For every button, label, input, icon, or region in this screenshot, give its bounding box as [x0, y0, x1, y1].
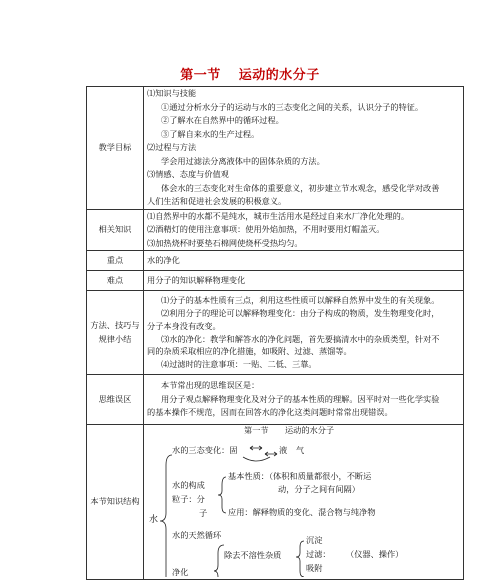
structure-three-states: 水的三态变化：固 — [172, 445, 238, 455]
label-related-knowledge: 相关知识 — [87, 209, 144, 251]
structure-composition-particle: 粒子：分 — [172, 494, 205, 504]
goal-line: ⑴知识与技能 — [147, 88, 197, 98]
method-line: ⑴分子的基本性质有三点，利用这些性质可以解释自然界中发生的有关现象。 — [161, 295, 440, 306]
page-title — [0, 64, 500, 83]
method-line: 分子本身没有改变。 — [147, 320, 221, 331]
method-line: ⑵利用分子的理论可以解释物理变化：由分子构成的物质，发生物理变化时， — [161, 307, 440, 318]
goal-line: 人们生活和促进社会发展的积极意义。 — [147, 196, 287, 206]
misconception-line: 用分子观点解释物理变化及对分子的基本性质的理解。因平时对一些化学实验 — [161, 393, 440, 404]
key-point-content: 水的净化 — [144, 251, 464, 271]
structure-remove-insoluble: 除去不溶性杂质 — [224, 550, 282, 560]
method-line: ⑷过滤时的注意事项：一贴、二低、三靠。 — [161, 359, 317, 370]
structure-gas: 气 — [296, 445, 305, 455]
label-knowledge-structure: 本节知识结构 — [87, 425, 144, 580]
structure-liquid: 液 — [279, 445, 288, 455]
related-line: ⑶加热烧杯时要垫石棉网使烧杯受热均匀。 — [147, 237, 303, 248]
goal-line: ①通过分析水分子的运动与水的三态变化之间的关系，认识分子的特征。 — [161, 101, 424, 112]
difficulty-content: 用分子的知识解释物理变化 — [144, 271, 464, 291]
label-methods: 方法、技巧与规律小结 — [87, 291, 144, 375]
misconception-line: 的基本操作不规范，因而在回答水的净化这类问题时常常出现错误。 — [147, 407, 393, 418]
teaching-goals-content — [144, 87, 464, 210]
related-line: ⑵酒精灯的使用注意事项：使用外焰加热，不用时要用灯帽盖灭。 — [147, 224, 385, 234]
goal-line: ⑶情感、态度与价值观 — [147, 169, 229, 179]
structure-settle: 沉淀 — [306, 535, 323, 545]
structure-composition-molecule: 子 — [199, 508, 208, 518]
label-misconceptions: 思维误区 — [87, 375, 144, 425]
structure-diagram — [144, 425, 463, 577]
row-teaching-goals — [87, 87, 464, 210]
label-teaching-goals: 教学目标 — [87, 87, 144, 210]
structure-adsorb: 吸附 — [306, 563, 323, 573]
label-difficulty: 难点 — [87, 271, 144, 291]
structure-heading: 第一节 运动的水分子 — [244, 425, 335, 435]
methods-content — [144, 291, 464, 375]
row-knowledge-structure — [87, 425, 464, 580]
row-difficulty — [87, 271, 464, 291]
goal-line: ⑵过程与方法 — [147, 142, 197, 152]
structure-application: 应用：解释物质的变化、混合物与纯净物 — [228, 507, 376, 517]
method-line: ⑶水的净化：教学和解答水的净化问题，首先要搞清水中的杂质类型，针对不 — [161, 333, 440, 344]
goal-line: 体会水的三态变化对生命体的重要意义，初步建立节水观念，感受化学对改善 — [161, 182, 440, 193]
row-methods — [87, 291, 464, 375]
structure-natural-cycle: 水的天然循环 — [172, 530, 222, 540]
row-misconceptions — [87, 375, 464, 425]
structure-filter: 过滤： — [306, 549, 331, 559]
structure-purification: 净化 — [172, 567, 189, 577]
related-knowledge-content — [144, 209, 464, 251]
lesson-plan-table — [86, 86, 464, 580]
method-line: 同的杂质采取相应的净化措施，如吸附、过滤、蒸馏等。 — [147, 346, 352, 357]
structure-basic-properties: 基本性质：（体积和质量都很小，不断运 — [228, 471, 372, 481]
section-number: 第一节 — [180, 68, 221, 83]
structure-water: 水 — [149, 515, 159, 525]
goal-line: ③了解自来水的生产过程。 — [161, 128, 260, 139]
row-key-point — [87, 251, 464, 271]
section-name: 运动的水分子 — [238, 68, 320, 83]
structure-basic-properties-2: 动，分子之间有间隔） — [278, 484, 360, 494]
goal-line: 学会用过滤法分离液体中的固体杂质的方法。 — [161, 155, 325, 166]
misconception-line: 本节常出现的思维误区是： — [161, 380, 260, 391]
structure-composition: 水的构成 — [172, 480, 205, 490]
label-key-point: 重点 — [87, 251, 144, 271]
goal-line: ②了解水在自然界中的循环过程。 — [161, 115, 284, 125]
misconceptions-content — [144, 375, 464, 425]
structure-filter-note: （仪器、操作） — [346, 549, 404, 559]
row-related-knowledge — [87, 209, 464, 251]
related-line: ⑴自然界中的水都不是纯水，城市生活用水是经过自来水厂净化处理的。 — [147, 210, 410, 221]
knowledge-structure-content — [144, 425, 464, 580]
